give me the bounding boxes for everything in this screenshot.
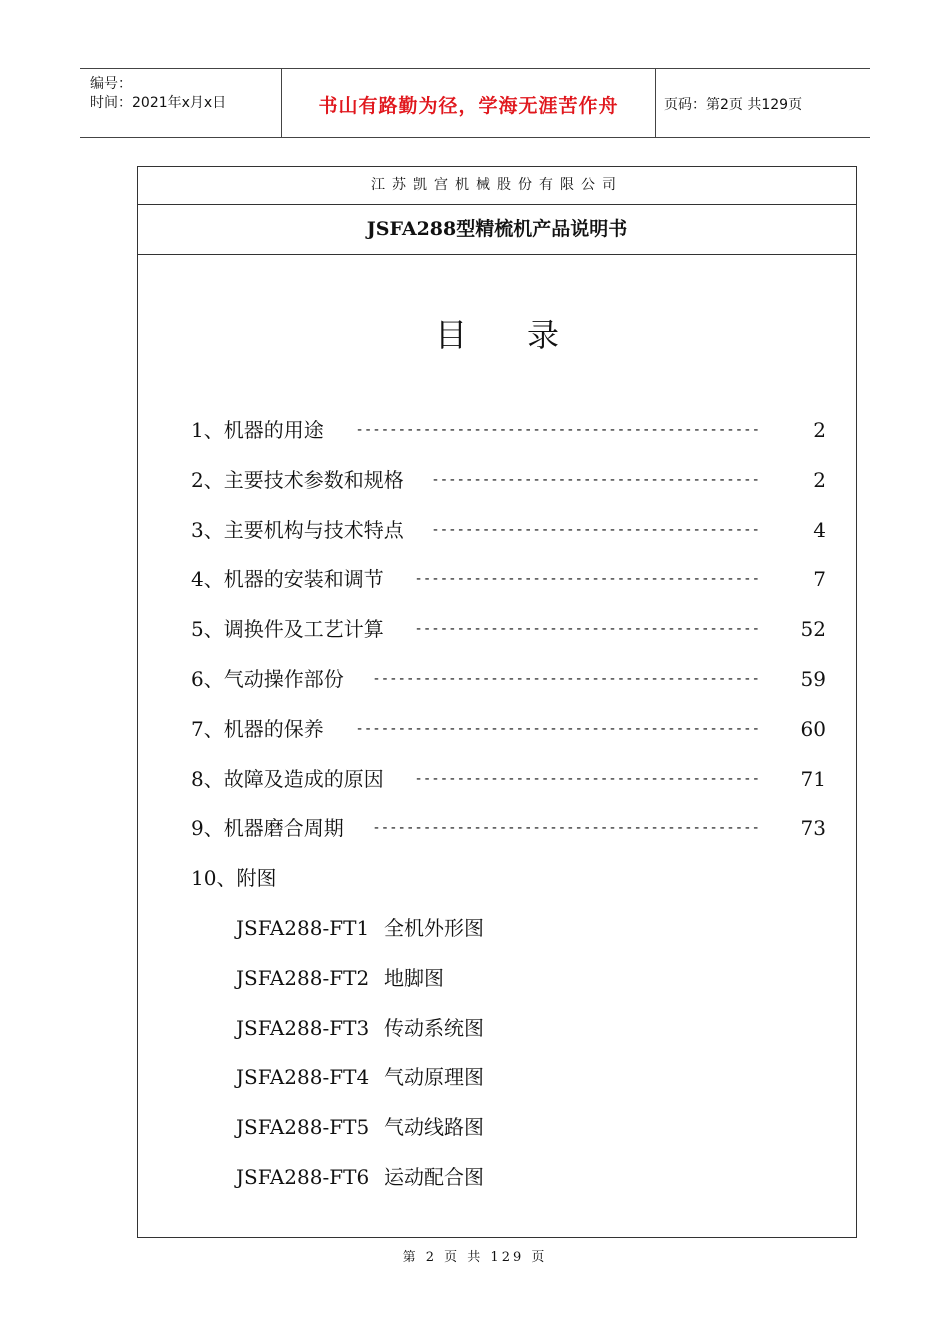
appendix-entry[interactable] [236,963,444,993]
toc-entry-page: 7 [813,567,826,592]
toc-entry[interactable] [191,614,826,644]
toc-entry-page: 59 [800,667,826,691]
time-label: 时间：2021年x月x日 [90,95,227,111]
toc-dot-leader: --------------------------------------- [431,521,760,538]
motto-text: 书山有路勤为径，学海无涯苦作舟 [318,95,619,117]
code-label: 编号： [90,76,132,92]
header-meta-cell [80,69,281,137]
toc-entry[interactable] [191,764,826,794]
appendix-heading: 10、附图 [191,866,277,891]
toc-entry-page: 2 [813,467,826,492]
toc-dot-leader: ----------------------------------------- [414,770,760,787]
toc-entry[interactable] [191,813,826,843]
toc-entry-label: 1、机器的用途 [191,418,324,442]
page-footer: 第 2 页 共 129 页 [402,1250,548,1265]
appendix-name: 气动原理图 [384,1065,484,1090]
toc-entry[interactable] [191,564,826,594]
toc-heading: 目录 [434,316,619,354]
appendix-code: JSFA288-FT4 [236,1065,370,1090]
appendix-name: 传动系统图 [384,1015,484,1040]
company-name: 江苏凯宫机械股份有限公司 [138,167,856,205]
toc-entry-page: 73 [800,816,826,841]
appendix-name: 运动配合图 [384,1165,484,1189]
toc-entry-label: 6、气动操作部份 [191,667,344,691]
appendix-entry[interactable] [236,1062,484,1092]
toc-entry-label: 3、主要机构与技术特点 [191,517,404,542]
appendix-code: JSFA288-FT1 [236,916,370,940]
toc-entry[interactable] [191,664,826,694]
document-title: JSFA288型精梳机产品说明书 [138,205,856,255]
toc-dot-leader: ------------------------------------------------ [355,422,760,438]
toc-entry-page: 60 [800,716,826,741]
appendix-code: JSFA288-FT6 [236,1165,370,1189]
toc-entry-page: 2 [813,418,826,442]
appendix-name: 全机外形图 [384,916,484,940]
toc-entry-label: 4、机器的安装和调节 [191,567,384,592]
toc-dot-leader: ----------------------------------------- [414,571,760,588]
toc-entry[interactable] [191,714,826,744]
toc-dot-leader: ---------------------------------------------- [372,820,760,837]
toc-entry-label: 9、机器磨合周期 [191,816,344,841]
appendix-code: JSFA288-FT3 [236,1015,370,1040]
toc-dot-leader: ------------------------------------------------ [355,720,760,737]
appendix-entry[interactable] [236,1013,484,1043]
appendix-entry[interactable] [236,1162,484,1192]
toc-entry-page: 52 [800,617,826,642]
appendix-name: 气动线路图 [384,1115,484,1140]
header-motto-cell [281,69,656,137]
appendix-entry[interactable] [236,1112,484,1142]
toc-entry-label: 8、故障及造成的原因 [191,766,384,791]
appendix-name: 地脚图 [384,965,444,990]
toc-dot-leader: ---------------------------------------------- [372,671,760,687]
toc-entry-page: 71 [800,766,826,791]
page-info: 页码：第2页 共129页 [664,97,803,113]
appendix-code: JSFA288-FT2 [236,965,370,990]
appendix-entry[interactable] [236,913,484,943]
document-frame [137,166,857,1238]
page-header [80,68,870,138]
toc-entry[interactable] [191,415,826,445]
appendix-code: JSFA288-FT5 [236,1115,370,1140]
header-page-cell [655,69,870,137]
toc-dot-leader: --------------------------------------- [431,471,760,488]
toc-entry-page: 4 [813,517,826,542]
toc-entry[interactable] [191,515,826,545]
toc-entry-label: 5、调换件及工艺计算 [191,617,384,642]
toc-entry-label: 7、机器的保养 [191,716,324,741]
toc-entry-label: 2、主要技术参数和规格 [191,467,404,492]
toc-dot-leader: ----------------------------------------- [414,621,760,638]
toc-entry[interactable] [191,465,826,495]
